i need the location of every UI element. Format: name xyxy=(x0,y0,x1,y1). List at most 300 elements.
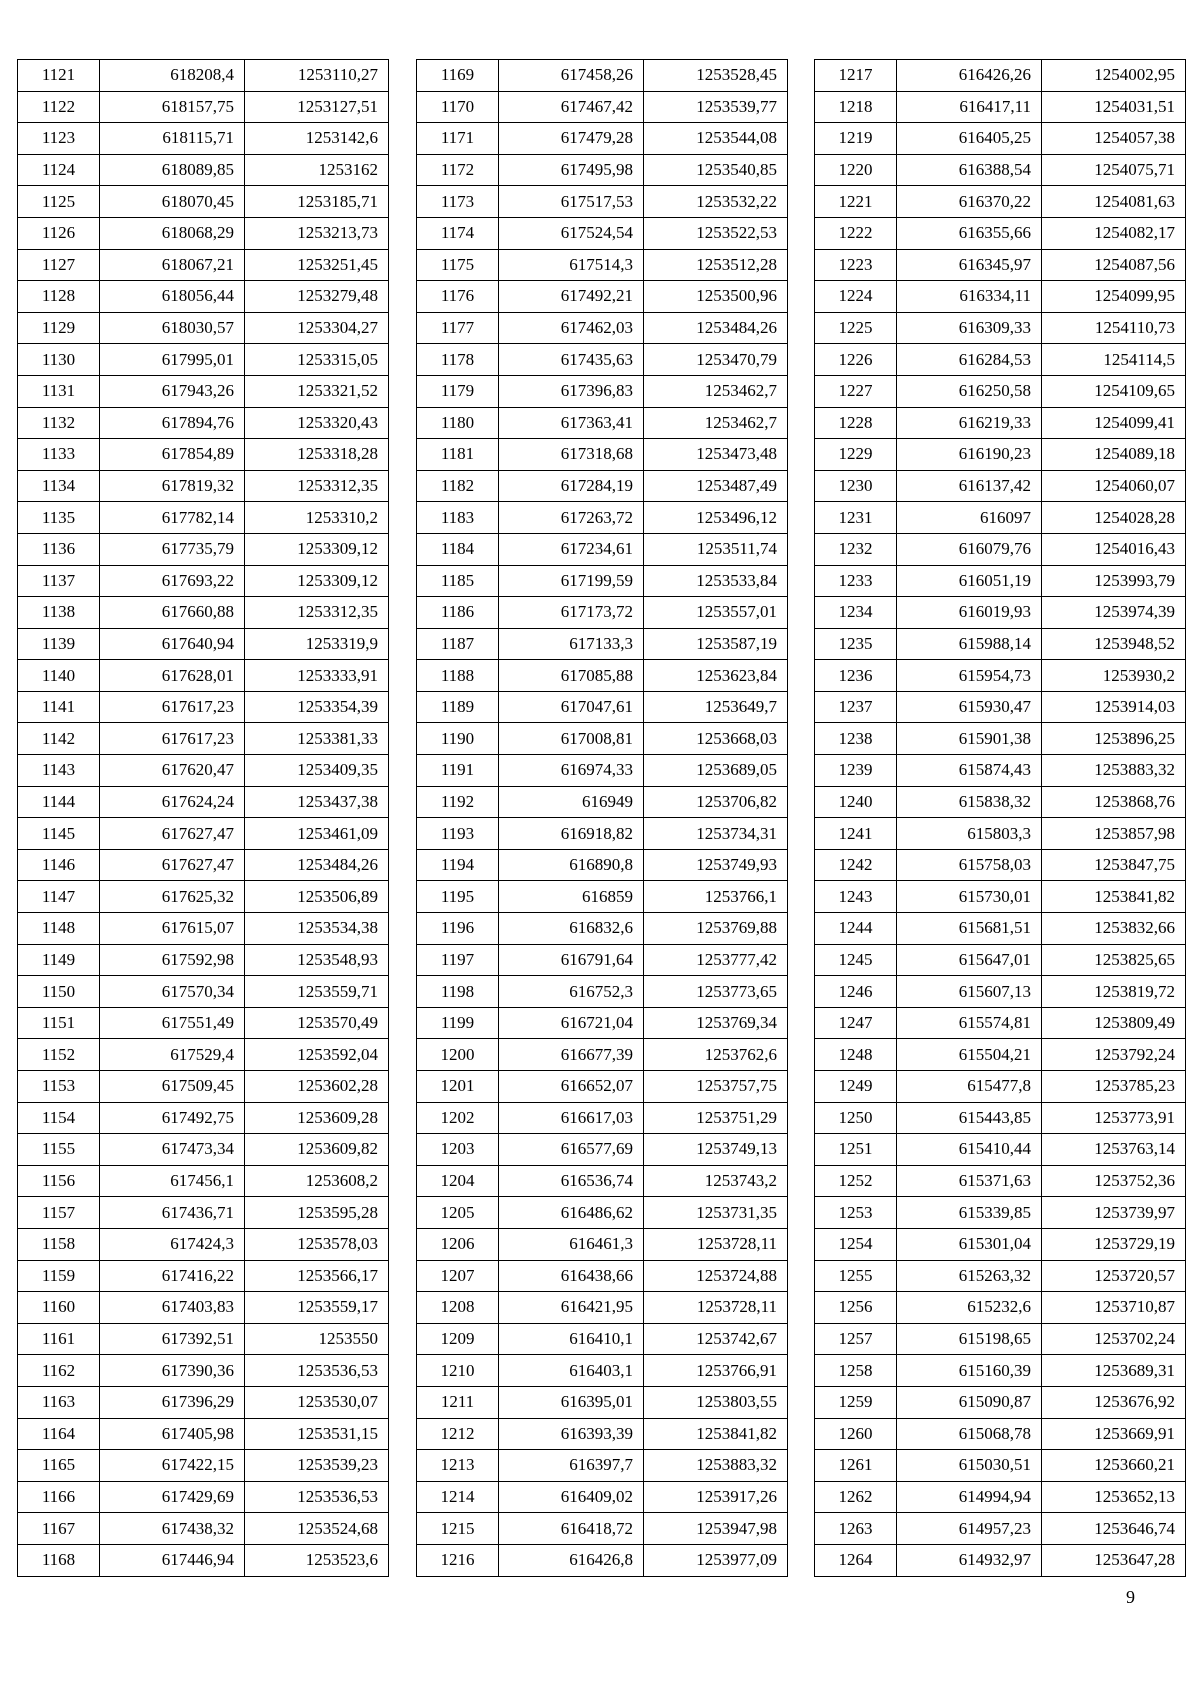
x-coordinate-cell: 615954,73 xyxy=(897,660,1042,692)
y-coordinate-cell: 1253533,84 xyxy=(644,565,788,597)
table-row xyxy=(18,1323,389,1355)
x-coordinate-cell: 616345,97 xyxy=(897,249,1042,281)
y-coordinate-cell: 1253534,38 xyxy=(245,913,389,945)
table-row xyxy=(18,1228,389,1260)
y-coordinate-cell: 1253832,66 xyxy=(1042,913,1186,945)
point-number-cell: 1166 xyxy=(18,1481,100,1513)
x-coordinate-cell: 615988,14 xyxy=(897,628,1042,660)
table-row xyxy=(18,1513,389,1545)
x-coordinate-cell: 615030,51 xyxy=(897,1450,1042,1482)
table-row xyxy=(417,597,788,629)
y-coordinate-cell: 1253315,05 xyxy=(245,344,389,376)
table-row xyxy=(417,407,788,439)
table-row xyxy=(815,723,1186,755)
y-coordinate-cell: 1253742,67 xyxy=(644,1323,788,1355)
table-row xyxy=(417,154,788,186)
x-coordinate-cell: 617615,07 xyxy=(100,913,245,945)
y-coordinate-cell: 1253532,22 xyxy=(644,186,788,218)
y-coordinate-cell: 1253550 xyxy=(245,1323,389,1355)
x-coordinate-cell: 616426,26 xyxy=(897,60,1042,92)
table-row xyxy=(18,91,389,123)
point-number-cell: 1206 xyxy=(417,1228,499,1260)
y-coordinate-cell: 1253484,26 xyxy=(245,849,389,881)
y-coordinate-cell: 1253608,2 xyxy=(245,1165,389,1197)
point-number-cell: 1237 xyxy=(815,691,897,723)
point-number-cell: 1249 xyxy=(815,1071,897,1103)
point-number-cell: 1186 xyxy=(417,597,499,629)
x-coordinate-cell: 617735,79 xyxy=(100,533,245,565)
point-number-cell: 1139 xyxy=(18,628,100,660)
x-coordinate-cell: 615874,43 xyxy=(897,755,1042,787)
point-number-cell: 1147 xyxy=(18,881,100,913)
table-row xyxy=(815,312,1186,344)
y-coordinate-cell: 1253676,92 xyxy=(1042,1386,1186,1418)
x-coordinate-cell: 617509,45 xyxy=(100,1071,245,1103)
table-row xyxy=(417,786,788,818)
x-coordinate-cell: 616617,03 xyxy=(499,1102,644,1134)
y-coordinate-cell: 1253749,93 xyxy=(644,849,788,881)
table-row xyxy=(417,1355,788,1387)
table-row xyxy=(18,1544,389,1576)
x-coordinate-cell: 617492,21 xyxy=(499,281,644,313)
table-row xyxy=(815,344,1186,376)
x-coordinate-cell: 618067,21 xyxy=(100,249,245,281)
y-coordinate-cell: 1253511,74 xyxy=(644,533,788,565)
y-coordinate-cell: 1254081,63 xyxy=(1042,186,1186,218)
x-coordinate-cell: 618056,44 xyxy=(100,281,245,313)
y-coordinate-cell: 1253668,03 xyxy=(644,723,788,755)
point-number-cell: 1162 xyxy=(18,1355,100,1387)
x-coordinate-cell: 616536,74 xyxy=(499,1165,644,1197)
point-number-cell: 1230 xyxy=(815,470,897,502)
x-coordinate-cell: 614957,23 xyxy=(897,1513,1042,1545)
y-coordinate-cell: 1253506,89 xyxy=(245,881,389,913)
y-coordinate-cell: 1253646,74 xyxy=(1042,1513,1186,1545)
table-row xyxy=(417,1292,788,1324)
table-row xyxy=(815,1418,1186,1450)
point-number-cell: 1225 xyxy=(815,312,897,344)
point-number-cell: 1262 xyxy=(815,1481,897,1513)
y-coordinate-cell: 1253728,11 xyxy=(644,1228,788,1260)
table-row xyxy=(18,691,389,723)
point-number-cell: 1219 xyxy=(815,123,897,155)
y-coordinate-cell: 1254089,18 xyxy=(1042,439,1186,471)
y-coordinate-cell: 1253702,24 xyxy=(1042,1323,1186,1355)
x-coordinate-cell: 616426,8 xyxy=(499,1544,644,1576)
x-coordinate-cell: 616752,3 xyxy=(499,976,644,1008)
point-number-cell: 1205 xyxy=(417,1197,499,1229)
table-row xyxy=(18,123,389,155)
point-number-cell: 1242 xyxy=(815,849,897,881)
y-coordinate-cell: 1253321,52 xyxy=(245,375,389,407)
y-coordinate-cell: 1253647,28 xyxy=(1042,1544,1186,1576)
table-row xyxy=(18,755,389,787)
y-coordinate-cell: 1254110,73 xyxy=(1042,312,1186,344)
x-coordinate-cell: 616403,1 xyxy=(499,1355,644,1387)
point-number-cell: 1256 xyxy=(815,1292,897,1324)
y-coordinate-cell: 1253557,01 xyxy=(644,597,788,629)
table-row xyxy=(815,186,1186,218)
point-number-cell: 1228 xyxy=(815,407,897,439)
y-coordinate-cell: 1253766,1 xyxy=(644,881,788,913)
x-coordinate-cell: 617660,88 xyxy=(100,597,245,629)
y-coordinate-cell: 1253841,82 xyxy=(644,1418,788,1450)
x-coordinate-cell: 614994,94 xyxy=(897,1481,1042,1513)
table-row xyxy=(815,1007,1186,1039)
point-number-cell: 1181 xyxy=(417,439,499,471)
x-coordinate-cell: 616890,8 xyxy=(499,849,644,881)
point-number-cell: 1151 xyxy=(18,1007,100,1039)
point-number-cell: 1260 xyxy=(815,1418,897,1450)
point-number-cell: 1264 xyxy=(815,1544,897,1576)
x-coordinate-cell: 615301,04 xyxy=(897,1228,1042,1260)
table-row xyxy=(18,1355,389,1387)
x-coordinate-cell: 616791,64 xyxy=(499,944,644,976)
table-row xyxy=(18,217,389,249)
x-coordinate-cell: 616421,95 xyxy=(499,1292,644,1324)
x-coordinate-cell: 615371,63 xyxy=(897,1165,1042,1197)
y-coordinate-cell: 1253749,13 xyxy=(644,1134,788,1166)
table-row xyxy=(18,723,389,755)
x-coordinate-cell: 617456,1 xyxy=(100,1165,245,1197)
table-row xyxy=(417,944,788,976)
table-row xyxy=(417,60,788,92)
point-number-cell: 1183 xyxy=(417,502,499,534)
y-coordinate-cell: 1253609,82 xyxy=(245,1134,389,1166)
x-coordinate-cell: 616918,82 xyxy=(499,818,644,850)
point-number-cell: 1201 xyxy=(417,1071,499,1103)
y-coordinate-cell: 1253559,71 xyxy=(245,976,389,1008)
y-coordinate-cell: 1253470,79 xyxy=(644,344,788,376)
y-coordinate-cell: 1253592,04 xyxy=(245,1039,389,1071)
table-row xyxy=(18,1260,389,1292)
y-coordinate-cell: 1254016,43 xyxy=(1042,533,1186,565)
table-row xyxy=(18,60,389,92)
table-row xyxy=(18,1450,389,1482)
y-coordinate-cell: 1253734,31 xyxy=(644,818,788,850)
table-row xyxy=(815,691,1186,723)
point-number-cell: 1150 xyxy=(18,976,100,1008)
y-coordinate-cell: 1253185,71 xyxy=(245,186,389,218)
table-row xyxy=(815,565,1186,597)
x-coordinate-cell: 615443,85 xyxy=(897,1102,1042,1134)
point-number-cell: 1221 xyxy=(815,186,897,218)
y-coordinate-cell: 1253649,7 xyxy=(644,691,788,723)
x-coordinate-cell: 615090,87 xyxy=(897,1386,1042,1418)
y-coordinate-cell: 1253841,82 xyxy=(1042,881,1186,913)
table-row xyxy=(417,1386,788,1418)
x-coordinate-cell: 617894,76 xyxy=(100,407,245,439)
x-coordinate-cell: 618068,29 xyxy=(100,217,245,249)
table-row xyxy=(18,1134,389,1166)
x-coordinate-cell: 616405,25 xyxy=(897,123,1042,155)
table-row xyxy=(417,1513,788,1545)
point-number-cell: 1259 xyxy=(815,1386,897,1418)
y-coordinate-cell: 1253974,39 xyxy=(1042,597,1186,629)
point-number-cell: 1255 xyxy=(815,1260,897,1292)
x-coordinate-cell: 616418,72 xyxy=(499,1513,644,1545)
table-row xyxy=(815,60,1186,92)
point-number-cell: 1170 xyxy=(417,91,499,123)
y-coordinate-cell: 1253777,42 xyxy=(644,944,788,976)
x-coordinate-cell: 617617,23 xyxy=(100,691,245,723)
point-number-cell: 1182 xyxy=(417,470,499,502)
point-number-cell: 1127 xyxy=(18,249,100,281)
x-coordinate-cell: 617627,47 xyxy=(100,818,245,850)
y-coordinate-cell: 1253473,48 xyxy=(644,439,788,471)
x-coordinate-cell: 615803,3 xyxy=(897,818,1042,850)
x-coordinate-cell: 617085,88 xyxy=(499,660,644,692)
x-coordinate-cell: 618030,57 xyxy=(100,312,245,344)
table-row xyxy=(18,944,389,976)
point-number-cell: 1163 xyxy=(18,1386,100,1418)
point-number-cell: 1174 xyxy=(417,217,499,249)
point-number-cell: 1190 xyxy=(417,723,499,755)
x-coordinate-cell: 617396,83 xyxy=(499,375,644,407)
y-coordinate-cell: 1253536,53 xyxy=(245,1355,389,1387)
x-coordinate-cell: 617624,24 xyxy=(100,786,245,818)
y-coordinate-cell: 1253896,25 xyxy=(1042,723,1186,755)
y-coordinate-cell: 1253304,27 xyxy=(245,312,389,344)
table-row xyxy=(18,154,389,186)
point-number-cell: 1129 xyxy=(18,312,100,344)
coordinate-table-1 xyxy=(17,59,389,1577)
point-number-cell: 1239 xyxy=(815,755,897,787)
x-coordinate-cell: 617403,83 xyxy=(100,1292,245,1324)
coordinate-table-3 xyxy=(814,59,1186,1577)
x-coordinate-cell: 617318,68 xyxy=(499,439,644,471)
x-coordinate-cell: 616397,7 xyxy=(499,1450,644,1482)
table-row xyxy=(18,818,389,850)
point-number-cell: 1179 xyxy=(417,375,499,407)
point-number-cell: 1194 xyxy=(417,849,499,881)
point-number-cell: 1156 xyxy=(18,1165,100,1197)
table-row xyxy=(815,1323,1186,1355)
x-coordinate-cell: 617495,98 xyxy=(499,154,644,186)
point-number-cell: 1244 xyxy=(815,913,897,945)
y-coordinate-cell: 1253570,49 xyxy=(245,1007,389,1039)
table-row xyxy=(815,123,1186,155)
point-number-cell: 1195 xyxy=(417,881,499,913)
table-row xyxy=(417,1007,788,1039)
y-coordinate-cell: 1253710,87 xyxy=(1042,1292,1186,1324)
y-coordinate-cell: 1253993,79 xyxy=(1042,565,1186,597)
point-number-cell: 1253 xyxy=(815,1197,897,1229)
y-coordinate-cell: 1253500,96 xyxy=(644,281,788,313)
point-number-cell: 1155 xyxy=(18,1134,100,1166)
point-number-cell: 1144 xyxy=(18,786,100,818)
point-number-cell: 1198 xyxy=(417,976,499,1008)
table-row xyxy=(815,818,1186,850)
point-number-cell: 1152 xyxy=(18,1039,100,1071)
table-row xyxy=(18,881,389,913)
point-number-cell: 1217 xyxy=(815,60,897,92)
point-number-cell: 1132 xyxy=(18,407,100,439)
y-coordinate-cell: 1253930,2 xyxy=(1042,660,1186,692)
x-coordinate-cell: 616832,6 xyxy=(499,913,644,945)
point-number-cell: 1133 xyxy=(18,439,100,471)
table-row xyxy=(815,1197,1186,1229)
y-coordinate-cell: 1253847,75 xyxy=(1042,849,1186,881)
table-row xyxy=(417,186,788,218)
point-number-cell: 1199 xyxy=(417,1007,499,1039)
y-coordinate-cell: 1253914,03 xyxy=(1042,691,1186,723)
x-coordinate-cell: 617458,26 xyxy=(499,60,644,92)
table-row xyxy=(815,1039,1186,1071)
table-row xyxy=(815,407,1186,439)
y-coordinate-cell: 1253110,27 xyxy=(245,60,389,92)
table-row xyxy=(417,849,788,881)
page-number: 9 xyxy=(1126,1587,1135,1607)
point-number-cell: 1214 xyxy=(417,1481,499,1513)
table-row xyxy=(815,1386,1186,1418)
point-number-cell: 1159 xyxy=(18,1260,100,1292)
y-coordinate-cell: 1254060,07 xyxy=(1042,470,1186,502)
point-number-cell: 1148 xyxy=(18,913,100,945)
table-row xyxy=(417,1418,788,1450)
point-number-cell: 1258 xyxy=(815,1355,897,1387)
point-number-cell: 1250 xyxy=(815,1102,897,1134)
x-coordinate-cell: 615647,01 xyxy=(897,944,1042,976)
table-row xyxy=(417,344,788,376)
y-coordinate-cell: 1254099,95 xyxy=(1042,281,1186,313)
table-row xyxy=(18,344,389,376)
x-coordinate-cell: 616051,19 xyxy=(897,565,1042,597)
x-coordinate-cell: 616370,22 xyxy=(897,186,1042,218)
y-coordinate-cell: 1253762,6 xyxy=(644,1039,788,1071)
point-number-cell: 1215 xyxy=(417,1513,499,1545)
point-number-cell: 1134 xyxy=(18,470,100,502)
y-coordinate-cell: 1253948,52 xyxy=(1042,628,1186,660)
x-coordinate-cell: 617782,14 xyxy=(100,502,245,534)
y-coordinate-cell: 1253531,15 xyxy=(245,1418,389,1450)
point-number-cell: 1236 xyxy=(815,660,897,692)
x-coordinate-cell: 616652,07 xyxy=(499,1071,644,1103)
x-coordinate-cell: 615477,8 xyxy=(897,1071,1042,1103)
x-coordinate-cell: 617173,72 xyxy=(499,597,644,629)
y-coordinate-cell: 1253127,51 xyxy=(245,91,389,123)
table-row xyxy=(18,439,389,471)
point-number-cell: 1136 xyxy=(18,533,100,565)
table-row xyxy=(815,913,1186,945)
x-coordinate-cell: 616949 xyxy=(499,786,644,818)
table-row xyxy=(18,1418,389,1450)
point-number-cell: 1164 xyxy=(18,1418,100,1450)
table-row xyxy=(815,1481,1186,1513)
y-coordinate-cell: 1253354,39 xyxy=(245,691,389,723)
y-coordinate-cell: 1253309,12 xyxy=(245,565,389,597)
table-row xyxy=(417,533,788,565)
table-row xyxy=(18,849,389,881)
y-coordinate-cell: 1253773,91 xyxy=(1042,1102,1186,1134)
y-coordinate-cell: 1253819,72 xyxy=(1042,976,1186,1008)
y-coordinate-cell: 1253773,65 xyxy=(644,976,788,1008)
x-coordinate-cell: 616019,93 xyxy=(897,597,1042,629)
y-coordinate-cell: 1253763,14 xyxy=(1042,1134,1186,1166)
point-number-cell: 1185 xyxy=(417,565,499,597)
x-coordinate-cell: 616438,66 xyxy=(499,1260,644,1292)
table-row xyxy=(815,597,1186,629)
point-number-cell: 1222 xyxy=(815,217,897,249)
x-coordinate-cell: 617438,32 xyxy=(100,1513,245,1545)
table-row xyxy=(18,407,389,439)
x-coordinate-cell: 617628,01 xyxy=(100,660,245,692)
point-number-cell: 1140 xyxy=(18,660,100,692)
table-row xyxy=(417,375,788,407)
table-row xyxy=(417,1481,788,1513)
x-coordinate-cell: 615160,39 xyxy=(897,1355,1042,1387)
y-coordinate-cell: 1253669,91 xyxy=(1042,1418,1186,1450)
table-row xyxy=(417,1544,788,1576)
table-row xyxy=(18,565,389,597)
table-row xyxy=(815,1165,1186,1197)
table-row xyxy=(815,502,1186,534)
y-coordinate-cell: 1253548,93 xyxy=(245,944,389,976)
table-row xyxy=(815,533,1186,565)
point-number-cell: 1145 xyxy=(18,818,100,850)
y-coordinate-cell: 1254057,38 xyxy=(1042,123,1186,155)
y-coordinate-cell: 1254087,56 xyxy=(1042,249,1186,281)
y-coordinate-cell: 1253312,35 xyxy=(245,597,389,629)
x-coordinate-cell: 617363,41 xyxy=(499,407,644,439)
y-coordinate-cell: 1253689,31 xyxy=(1042,1355,1186,1387)
x-coordinate-cell: 617467,42 xyxy=(499,91,644,123)
x-coordinate-cell: 615607,13 xyxy=(897,976,1042,1008)
table-row xyxy=(18,1071,389,1103)
y-coordinate-cell: 1253309,12 xyxy=(245,533,389,565)
table-row xyxy=(18,186,389,218)
x-coordinate-cell: 617943,26 xyxy=(100,375,245,407)
table-row xyxy=(417,281,788,313)
point-number-cell: 1167 xyxy=(18,1513,100,1545)
table-row xyxy=(815,1292,1186,1324)
table-row xyxy=(18,249,389,281)
x-coordinate-cell: 615930,47 xyxy=(897,691,1042,723)
point-number-cell: 1187 xyxy=(417,628,499,660)
x-coordinate-cell: 617854,89 xyxy=(100,439,245,471)
table-row xyxy=(18,913,389,945)
table-row xyxy=(18,375,389,407)
x-coordinate-cell: 614932,97 xyxy=(897,1544,1042,1576)
y-coordinate-cell: 1254002,95 xyxy=(1042,60,1186,92)
table-row xyxy=(417,976,788,1008)
x-coordinate-cell: 617592,98 xyxy=(100,944,245,976)
point-number-cell: 1243 xyxy=(815,881,897,913)
x-coordinate-cell: 616486,62 xyxy=(499,1197,644,1229)
x-coordinate-cell: 615263,32 xyxy=(897,1260,1042,1292)
x-coordinate-cell: 615232,6 xyxy=(897,1292,1042,1324)
x-coordinate-cell: 617133,3 xyxy=(499,628,644,660)
table-row xyxy=(18,1165,389,1197)
y-coordinate-cell: 1254028,28 xyxy=(1042,502,1186,534)
y-coordinate-cell: 1254114,5 xyxy=(1042,344,1186,376)
table-row xyxy=(18,1386,389,1418)
point-number-cell: 1146 xyxy=(18,849,100,881)
y-coordinate-cell: 1253279,48 xyxy=(245,281,389,313)
point-number-cell: 1202 xyxy=(417,1102,499,1134)
x-coordinate-cell: 616355,66 xyxy=(897,217,1042,249)
y-coordinate-cell: 1253484,26 xyxy=(644,312,788,344)
y-coordinate-cell: 1253743,2 xyxy=(644,1165,788,1197)
point-number-cell: 1177 xyxy=(417,312,499,344)
x-coordinate-cell: 615198,65 xyxy=(897,1323,1042,1355)
point-number-cell: 1191 xyxy=(417,755,499,787)
x-coordinate-cell: 617435,63 xyxy=(499,344,644,376)
x-coordinate-cell: 615504,21 xyxy=(897,1039,1042,1071)
table-row xyxy=(417,123,788,155)
point-number-cell: 1246 xyxy=(815,976,897,1008)
table-row xyxy=(417,1039,788,1071)
